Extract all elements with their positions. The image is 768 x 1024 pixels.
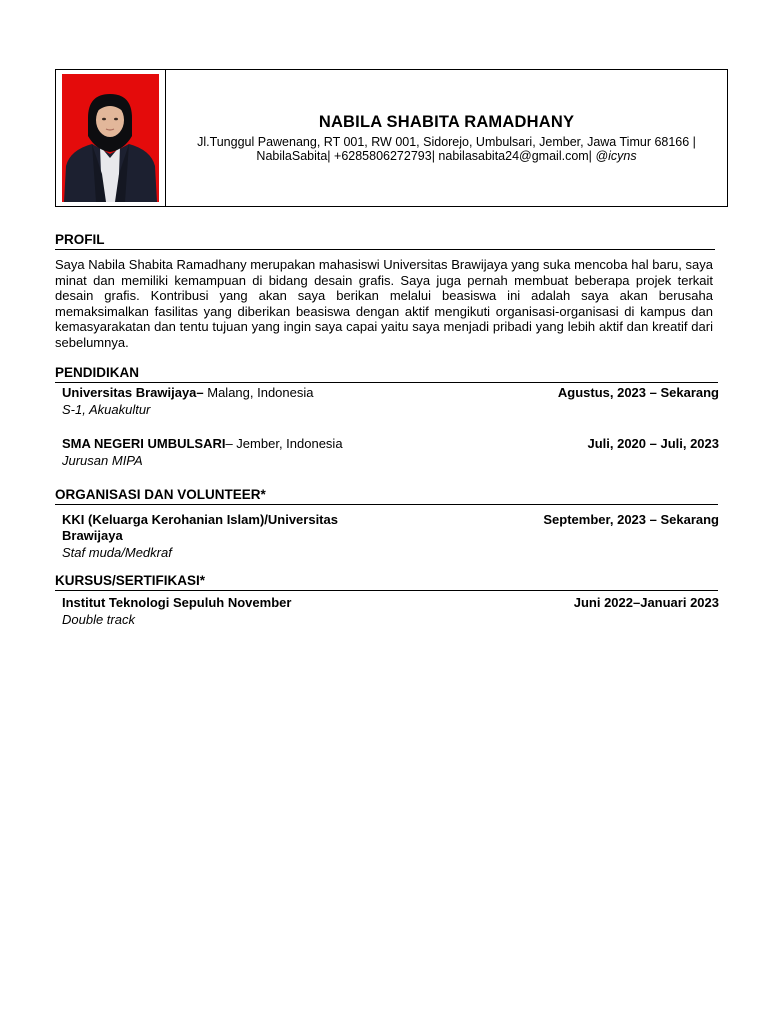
organisasi-title: ORGANISASI DAN VOLUNTEER*: [55, 487, 718, 505]
education-row: [62, 385, 719, 401]
education-date: Juli, 2020 – Juli, 2023: [587, 436, 719, 451]
organisation-role: Staf muda/Medkraf: [62, 545, 172, 560]
education-entry: [62, 385, 719, 418]
contact-details: NabilaSabita| +6285806272793| nabilasabita24@gmail.com|: [256, 149, 596, 163]
contact-line: [197, 149, 696, 163]
kursus-title: KURSUS/SERTIFIKASI*: [55, 573, 718, 591]
kursus-section: [55, 573, 719, 628]
photo-cell: [56, 70, 166, 206]
organisation-row: [62, 512, 719, 544]
address-line: Jl.Tunggul Pawenang, RT 001, RW 001, Sidorejo, Umbulsari, Jember, Jawa Timur 68166 |: [197, 135, 696, 149]
profil-text: Saya Nabila Shabita Ramadhany merupakan mahasiswi Universitas Brawijaya yang suka mencoba hal baru, saya minat dan memiliki kemampuan di bidang desain grafis. Saya juga pernah membuat beberapa projek terkait desain grafis. Kontribusi yang akan saya berikan melalui beasiswa ini adalah saya akan berusaha memaksimalkan fasilitas yang diberikan beasiswa dengan aktif mengikuti organisasi-organisasi di kampus dan kemasyarakatan dan tentu tujuan yang ingin saya capai yaitu saya menjadi pribadi yang lebih aktif dan kreatif dari sebelumnya.: [55, 257, 713, 350]
education-entry: [62, 436, 719, 469]
education-institution: SMA NEGERI UMBULSARI– Jember, Indonesia: [62, 436, 343, 451]
social-handle: @icyns: [595, 149, 637, 163]
profile-photo: [62, 74, 159, 202]
education-institution: Universitas Brawijaya– Malang, Indonesia: [62, 385, 314, 400]
pendidikan-section: [55, 365, 719, 469]
header-text: [166, 70, 727, 206]
course-row: [62, 595, 719, 611]
organisasi-section: [55, 487, 719, 561]
pendidikan-title: PENDIDIKAN: [55, 365, 718, 383]
education-row: [62, 436, 719, 452]
person-silhouette-icon: [62, 74, 159, 202]
education-detail: S-1, Akuakultur: [62, 402, 151, 417]
profil-section: [55, 232, 715, 351]
organisation-name: KKI (Keluarga Kerohanian Islam)/Universitas Brawijaya: [62, 512, 338, 543]
organisation-date: September, 2023 – Sekarang: [543, 512, 719, 527]
profil-title: PROFIL: [55, 232, 715, 250]
organisation-entry: [62, 512, 719, 561]
candidate-name: NABILA SHABITA RAMADHANY: [318, 113, 575, 131]
header-box: [55, 69, 728, 207]
contact-info: [197, 135, 696, 163]
course-institution: Institut Teknologi Sepuluh November: [62, 595, 292, 610]
course-detail: Double track: [62, 612, 135, 627]
education-detail: Jurusan MIPA: [62, 453, 143, 468]
course-entry: [62, 595, 719, 628]
course-date: Juni 2022–Januari 2023: [573, 595, 719, 610]
education-date: Agustus, 2023 – Sekarang: [557, 385, 719, 400]
